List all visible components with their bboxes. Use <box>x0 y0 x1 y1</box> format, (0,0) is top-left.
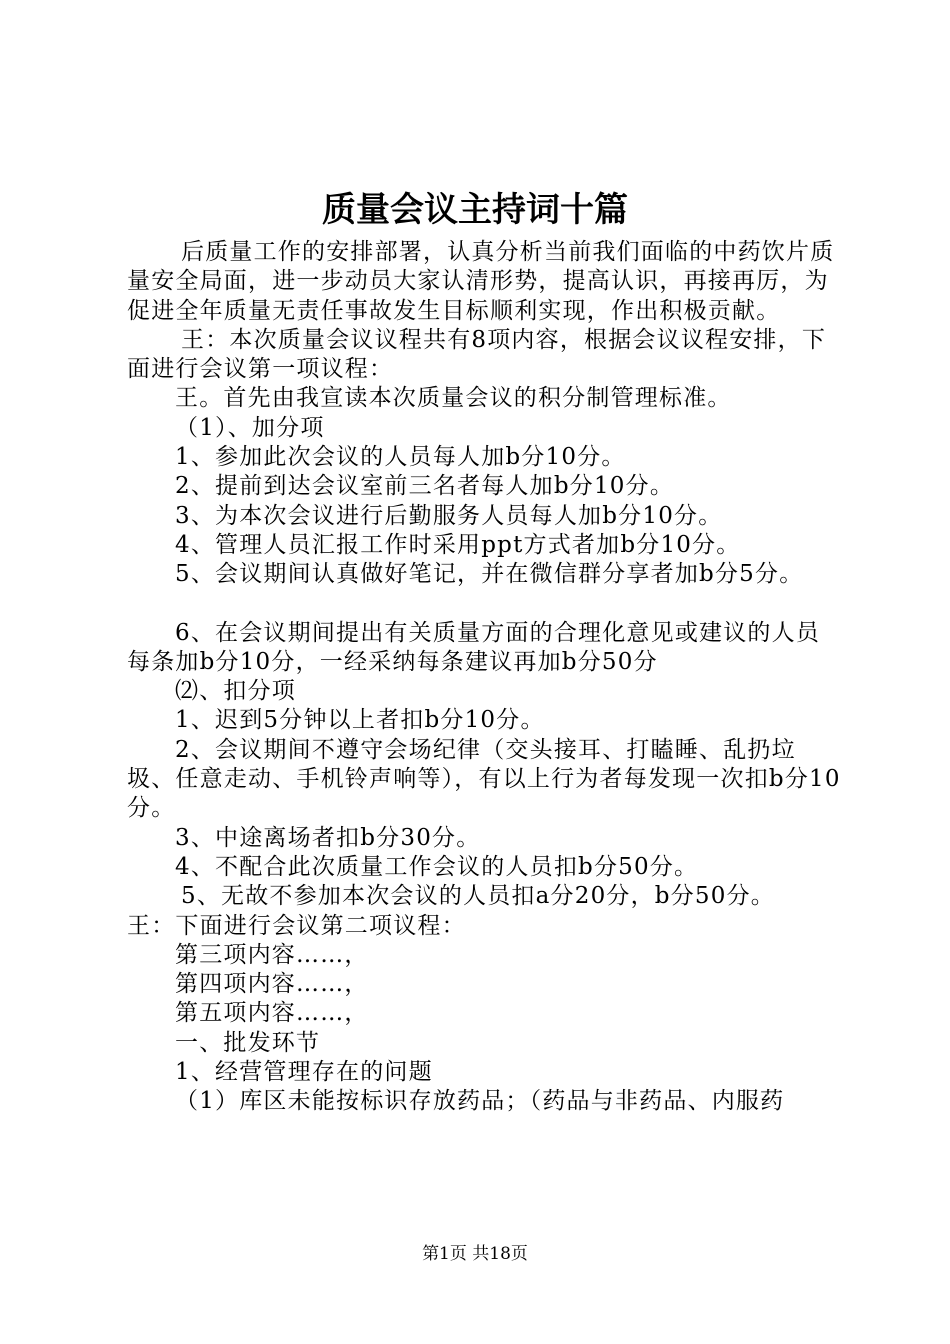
paragraph: 1、经营管理存在的问题 <box>175 1059 433 1086</box>
paragraph: 2、会议期间不遵守会场纪律（交头接耳、打瞌睡、乱扔垃圾、任意走动、手机铃声响等），有以上行为者每发现一次扣b分10分。 <box>127 736 841 822</box>
paragraph: 2、提前到达会议室前三名者每人加b分10分。 <box>175 473 675 500</box>
paragraph: 第三项内容……， <box>175 941 369 968</box>
paragraph: 5、会议期间认真做好笔记，并在微信群分享者加b分5分。 <box>175 561 804 588</box>
paragraph: 3、中途离场者扣b分30分。 <box>175 824 481 851</box>
paragraph: 6、在会议期间提出有关质量方面的合理化意见或建议的人员每条加b分10分，一经采纳每条建议再加b分50分 <box>127 619 821 675</box>
document-body <box>127 238 843 1117</box>
paragraph: 4、管理人员汇报工作时采用ppt方式者加b分10分。 <box>175 531 741 558</box>
blank-line <box>127 590 843 619</box>
paragraph: 5、无故不参加本次会议的人员扣a分20分，b分50分。 <box>181 883 776 910</box>
paragraph: 1、迟到5分钟以上者扣b分10分。 <box>175 707 545 734</box>
paragraph: 第五项内容……， <box>175 1000 369 1027</box>
paragraph: 第四项内容……， <box>175 971 369 998</box>
paragraph: 后质量工作的安排部署，认真分析当前我们面临的中药饮片质量安全局面，进一步动员大家认清形势，提高认识，再接再厉，为促进全年质量无责任事故发生目标顺利实现，作出积极贡献。 <box>127 239 835 324</box>
paragraph: 4、不配合此次质量工作会议的人员扣b分50分。 <box>175 853 699 880</box>
document-title: 质量会议主持词十篇 <box>322 190 628 230</box>
paragraph: 王：下面进行会议第二项议程： <box>127 912 466 939</box>
page-footer: 第1页 共18页 <box>422 1244 528 1264</box>
paragraph: ⑵、扣分项 <box>175 678 296 705</box>
paragraph: 王：本次质量会议议程共有8项内容，根据会议议程安排，下面进行会议第一项议程： <box>127 326 827 383</box>
paragraph: （1）、加分项 <box>175 414 325 441</box>
paragraph: 王。首先由我宣读本次质量会议的积分制管理标准。 <box>175 385 732 412</box>
paragraph: （1）库区未能按标识存放药品；（药品与非药品、内服药 <box>175 1088 785 1115</box>
paragraph: 一、批发环节 <box>175 1029 321 1056</box>
paragraph: 1、参加此次会议的人员每人加b分10分。 <box>175 444 626 471</box>
paragraph: 3、为本次会议进行后勤服务人员每人加b分10分。 <box>175 502 723 529</box>
